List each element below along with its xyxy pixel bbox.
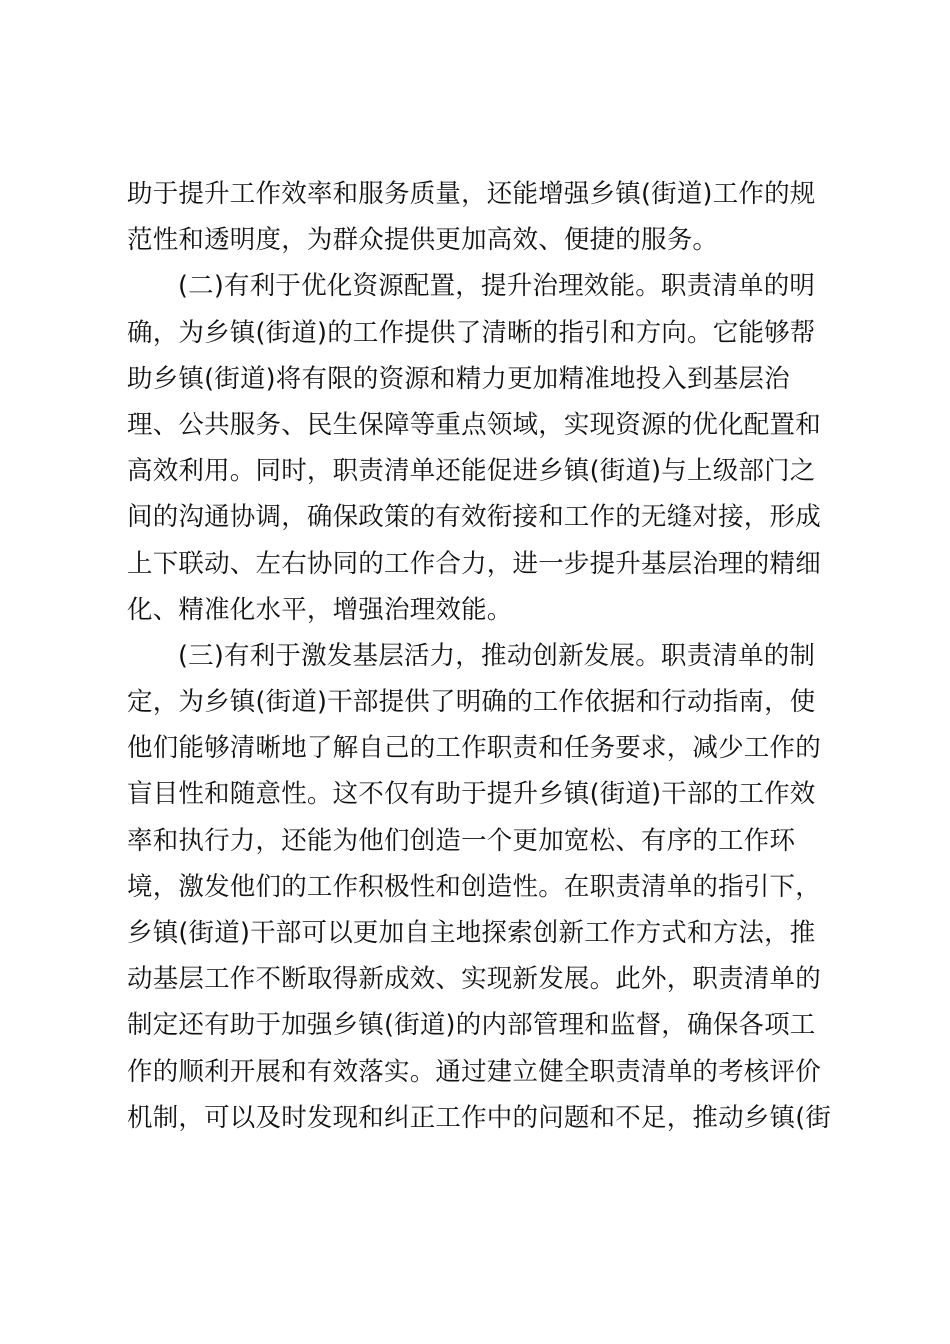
text-line: 定，为乡镇(街道)干部提供了明确的工作依据和行动指南，使 bbox=[127, 687, 816, 718]
text-line: 盲目性和随意性。这不仅有助于提升乡镇(街道)干部的工作效 bbox=[127, 779, 816, 810]
section-heading-line: (二)有利于优化资源配置，提升治理效能。职责清单的明 bbox=[178, 271, 816, 302]
text-line: 助于提升工作效率和服务质量，还能增强乡镇(街道)工作的规 bbox=[127, 179, 816, 209]
section-heading-line: (三)有利于激发基层活力，推动创新发展。职责清单的制 bbox=[178, 640, 816, 671]
body-text bbox=[127, 171, 832, 1141]
text-line: 机制，可以及时发现和纠正工作中的问题和不足，推动乡镇(街 bbox=[127, 1102, 832, 1133]
text-line: 作的顺利开展和有效落实。通过建立健全职责清单的考核评价 bbox=[127, 1056, 821, 1087]
text-line: 高效利用。同时，职责清单还能促进乡镇(街道)与上级部门之 bbox=[127, 456, 816, 487]
text-line: 动基层工作不断取得新成效、实现新发展。此外，职责清单的 bbox=[127, 964, 821, 995]
text-line: 上下联动、左右协同的工作合力，进一步提升基层治理的精细 bbox=[127, 548, 821, 579]
text-line: 乡镇(街道)干部可以更加自主地探索创新工作方式和方法，推 bbox=[127, 918, 816, 948]
text-line: 范性和透明度，为群众提供更加高效、便捷的服务。 bbox=[127, 225, 719, 256]
text-line: 率和执行力，还能为他们创造一个更加宽松、有序的工作环 bbox=[127, 825, 796, 856]
text-line: 理、公共服务、民生保障等重点领域，实现资源的优化配置和 bbox=[127, 409, 821, 440]
text-line: 境，激发他们的工作积极性和创造性。在职责清单的指引下， bbox=[127, 871, 821, 902]
text-line: 助乡镇(街道)将有限的资源和精力更加精准地投入到基层治 bbox=[127, 363, 790, 394]
text-line: 确，为乡镇(街道)的工作提供了清晰的指引和方向。它能够帮 bbox=[127, 317, 816, 348]
text-line: 他们能够清晰地了解自己的工作职责和任务要求，减少工作的 bbox=[127, 733, 821, 764]
text-line: 间的沟通协调，确保政策的有效衔接和工作的无缝对接，形成 bbox=[127, 502, 821, 533]
text-line: 制定还有助于加强乡镇(街道)的内部管理和监督，确保各项工 bbox=[127, 1010, 816, 1041]
text-line: 化、精准化水平，增强治理效能。 bbox=[127, 594, 513, 625]
